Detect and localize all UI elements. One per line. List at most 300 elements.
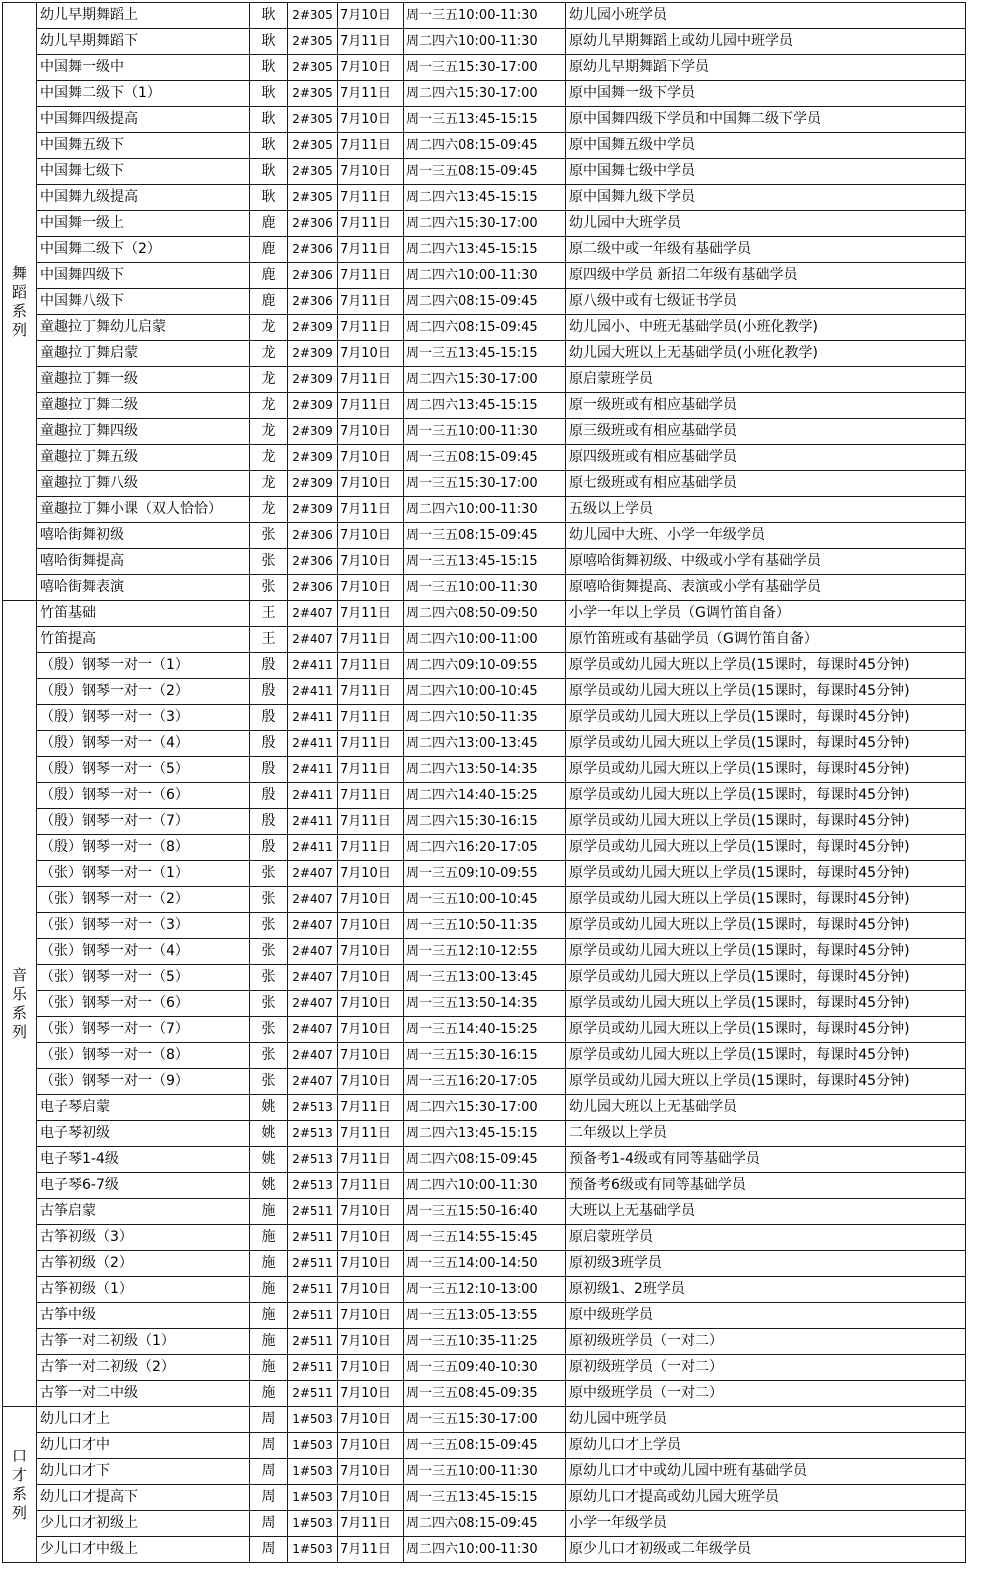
enrollment-requirement-cell: 幼儿园中班学员 [566, 1407, 966, 1433]
course-name-cell: 幼儿口才上 [37, 1407, 250, 1433]
teacher-cell: 鹿 [250, 237, 288, 263]
course-name-cell: 幼儿口才中 [37, 1433, 250, 1459]
start-date-cell: 7月11日 [338, 783, 404, 809]
course-name-cell: 童趣拉丁舞启蒙 [37, 341, 250, 367]
table-row [3, 913, 966, 939]
table-row [3, 1537, 966, 1563]
course-name-cell: （张）钢琴一对一（5） [37, 965, 250, 991]
course-name-cell: 少儿口才初级上 [37, 1511, 250, 1537]
teacher-cell: 张 [250, 575, 288, 601]
start-date-cell: 7月10日 [338, 445, 404, 471]
course-name-cell: 中国舞一级中 [37, 55, 250, 81]
start-date-cell: 7月10日 [338, 1433, 404, 1459]
classroom-cell: 2#513 [288, 1121, 338, 1147]
course-name-cell: 童趣拉丁舞一级 [37, 367, 250, 393]
class-time-cell: 周一三五08:15-09:45 [404, 445, 566, 471]
schedule-body [3, 3, 966, 1563]
enrollment-requirement-cell: 二年级以上学员 [566, 1121, 966, 1147]
course-name-cell: 中国舞五级下 [37, 133, 250, 159]
teacher-cell: 周 [250, 1537, 288, 1563]
start-date-cell: 7月11日 [338, 757, 404, 783]
start-date-cell: 7月10日 [338, 1225, 404, 1251]
teacher-cell: 鹿 [250, 211, 288, 237]
enrollment-requirement-cell: 原学员或幼儿园大班以上学员(15课时，每课时45分钟) [566, 965, 966, 991]
table-row [3, 1199, 966, 1225]
start-date-cell: 7月10日 [338, 159, 404, 185]
table-row [3, 445, 966, 471]
course-name-cell: 古筝初级（2） [37, 1251, 250, 1277]
course-name-cell: 古筝一对二中级 [37, 1381, 250, 1407]
teacher-cell: 殷 [250, 705, 288, 731]
course-name-cell: 中国舞一级上 [37, 211, 250, 237]
start-date-cell: 7月10日 [338, 1459, 404, 1485]
course-name-cell: （张）钢琴一对一（7） [37, 1017, 250, 1043]
enrollment-requirement-cell: 原中国舞一级下学员 [566, 81, 966, 107]
table-row [3, 1459, 966, 1485]
teacher-cell: 张 [250, 861, 288, 887]
class-time-cell: 周一三五10:00-10:45 [404, 887, 566, 913]
course-name-cell: （殷）钢琴一对一（3） [37, 705, 250, 731]
classroom-cell: 2#407 [288, 913, 338, 939]
table-row [3, 757, 966, 783]
teacher-cell: 王 [250, 601, 288, 627]
course-name-cell: 电子琴1-4级 [37, 1147, 250, 1173]
classroom-cell: 1#503 [288, 1407, 338, 1433]
enrollment-requirement-cell: 原中国舞四级下学员和中国舞二级下学员 [566, 107, 966, 133]
table-row [3, 731, 966, 757]
enrollment-requirement-cell: 原中国舞五级中学员 [566, 133, 966, 159]
class-time-cell: 周二四六15:30-17:00 [404, 81, 566, 107]
start-date-cell: 7月10日 [338, 3, 404, 29]
class-time-cell: 周一三五10:00-11:30 [404, 1459, 566, 1485]
teacher-cell: 张 [250, 913, 288, 939]
category-cell [3, 3, 37, 601]
teacher-cell: 龙 [250, 471, 288, 497]
table-row [3, 1407, 966, 1433]
table-row [3, 887, 966, 913]
start-date-cell: 7月10日 [338, 419, 404, 445]
start-date-cell: 7月11日 [338, 133, 404, 159]
start-date-cell: 7月10日 [338, 1069, 404, 1095]
table-row [3, 133, 966, 159]
class-time-cell: 周一三五13:05-13:55 [404, 1303, 566, 1329]
teacher-cell: 耿 [250, 3, 288, 29]
class-time-cell: 周二四六10:00-11:30 [404, 1173, 566, 1199]
teacher-cell: 殷 [250, 679, 288, 705]
classroom-cell: 1#503 [288, 1511, 338, 1537]
class-time-cell: 周一三五10:35-11:25 [404, 1329, 566, 1355]
start-date-cell: 7月10日 [338, 1199, 404, 1225]
enrollment-requirement-cell: 原七级班或有相应基础学员 [566, 471, 966, 497]
enrollment-requirement-cell: 原学员或幼儿园大班以上学员(15课时，每课时45分钟) [566, 991, 966, 1017]
table-row [3, 523, 966, 549]
course-name-cell: 幼儿口才下 [37, 1459, 250, 1485]
category-cell [3, 601, 37, 1407]
class-time-cell: 周二四六08:15-09:45 [404, 315, 566, 341]
teacher-cell: 殷 [250, 757, 288, 783]
start-date-cell: 7月11日 [338, 731, 404, 757]
class-time-cell: 周二四六10:50-11:35 [404, 705, 566, 731]
teacher-cell: 施 [250, 1329, 288, 1355]
classroom-cell: 1#503 [288, 1537, 338, 1563]
enrollment-requirement-cell: 原学员或幼儿园大班以上学员(15课时，每课时45分钟) [566, 1043, 966, 1069]
class-time-cell: 周二四六13:45-15:15 [404, 1121, 566, 1147]
teacher-cell: 周 [250, 1433, 288, 1459]
class-time-cell: 周二四六09:10-09:55 [404, 653, 566, 679]
course-name-cell: 童趣拉丁舞五级 [37, 445, 250, 471]
enrollment-requirement-cell: 原中级班学员（一对二） [566, 1381, 966, 1407]
class-time-cell: 周一三五13:00-13:45 [404, 965, 566, 991]
start-date-cell: 7月10日 [338, 913, 404, 939]
teacher-cell: 龙 [250, 341, 288, 367]
course-name-cell: 中国舞八级下 [37, 289, 250, 315]
enrollment-requirement-cell: 原启蒙班学员 [566, 1225, 966, 1251]
start-date-cell: 7月10日 [338, 965, 404, 991]
classroom-cell: 2#511 [288, 1329, 338, 1355]
course-name-cell: 中国舞九级提高 [37, 185, 250, 211]
class-time-cell: 周二四六10:00-11:30 [404, 1537, 566, 1563]
table-row [3, 549, 966, 575]
enrollment-requirement-cell: 原学员或幼儿园大班以上学员(15课时，每课时45分钟) [566, 783, 966, 809]
table-row [3, 1355, 966, 1381]
teacher-cell: 龙 [250, 315, 288, 341]
teacher-cell: 鹿 [250, 263, 288, 289]
classroom-cell: 2#407 [288, 861, 338, 887]
enrollment-requirement-cell: 原四级班或有相应基础学员 [566, 445, 966, 471]
course-name-cell: 古筝一对二初级（1） [37, 1329, 250, 1355]
classroom-cell: 2#309 [288, 445, 338, 471]
teacher-cell: 周 [250, 1407, 288, 1433]
enrollment-requirement-cell: 原学员或幼儿园大班以上学员(15课时，每课时45分钟) [566, 705, 966, 731]
teacher-cell: 耿 [250, 55, 288, 81]
start-date-cell: 7月11日 [338, 1173, 404, 1199]
table-row [3, 341, 966, 367]
class-time-cell: 周二四六16:20-17:05 [404, 835, 566, 861]
classroom-cell: 2#407 [288, 1043, 338, 1069]
enrollment-requirement-cell: 原学员或幼儿园大班以上学员(15课时，每课时45分钟) [566, 887, 966, 913]
class-time-cell: 周一三五13:45-15:15 [404, 341, 566, 367]
class-time-cell: 周二四六13:45-15:15 [404, 185, 566, 211]
course-name-cell: （殷）钢琴一对一（4） [37, 731, 250, 757]
course-name-cell: 电子琴启蒙 [37, 1095, 250, 1121]
classroom-cell: 2#511 [288, 1303, 338, 1329]
start-date-cell: 7月11日 [338, 1121, 404, 1147]
enrollment-requirement-cell: 幼儿园中大班、小学一年级学员 [566, 523, 966, 549]
course-name-cell: （张）钢琴一对一（2） [37, 887, 250, 913]
course-name-cell: 嘻哈街舞表演 [37, 575, 250, 601]
teacher-cell: 张 [250, 887, 288, 913]
table-row [3, 237, 966, 263]
teacher-cell: 姚 [250, 1095, 288, 1121]
enrollment-requirement-cell: 原中国舞七级中学员 [566, 159, 966, 185]
teacher-cell: 姚 [250, 1121, 288, 1147]
enrollment-requirement-cell: 原学员或幼儿园大班以上学员(15课时，每课时45分钟) [566, 1017, 966, 1043]
course-name-cell: 幼儿早期舞蹈下 [37, 29, 250, 55]
enrollment-requirement-cell: 预备考6级或有同等基础学员 [566, 1173, 966, 1199]
table-row [3, 107, 966, 133]
classroom-cell: 2#513 [288, 1173, 338, 1199]
class-time-cell: 周二四六10:00-11:30 [404, 29, 566, 55]
classroom-cell: 2#306 [288, 523, 338, 549]
class-time-cell: 周一三五14:40-15:25 [404, 1017, 566, 1043]
table-row [3, 861, 966, 887]
course-name-cell: （殷）钢琴一对一（8） [37, 835, 250, 861]
classroom-cell: 2#305 [288, 29, 338, 55]
classroom-cell: 2#305 [288, 133, 338, 159]
table-row [3, 289, 966, 315]
table-row [3, 835, 966, 861]
teacher-cell: 姚 [250, 1147, 288, 1173]
course-name-cell: 中国舞四级提高 [37, 107, 250, 133]
classroom-cell: 2#309 [288, 419, 338, 445]
table-row [3, 783, 966, 809]
classroom-cell: 2#411 [288, 809, 338, 835]
table-row [3, 1303, 966, 1329]
teacher-cell: 张 [250, 549, 288, 575]
start-date-cell: 7月11日 [338, 81, 404, 107]
teacher-cell: 耿 [250, 29, 288, 55]
teacher-cell: 施 [250, 1277, 288, 1303]
classroom-cell: 2#309 [288, 471, 338, 497]
teacher-cell: 张 [250, 991, 288, 1017]
start-date-cell: 7月11日 [338, 263, 404, 289]
start-date-cell: 7月11日 [338, 1095, 404, 1121]
classroom-cell: 2#411 [288, 835, 338, 861]
category-cell [3, 1407, 37, 1563]
start-date-cell: 7月11日 [338, 315, 404, 341]
table-row [3, 1329, 966, 1355]
enrollment-requirement-cell: 原幼儿口才中或幼儿园中班有基础学员 [566, 1459, 966, 1485]
teacher-cell: 龙 [250, 497, 288, 523]
classroom-cell: 2#305 [288, 185, 338, 211]
enrollment-requirement-cell: 幼儿园大班以上无基础学员 [566, 1095, 966, 1121]
enrollment-requirement-cell: 原学员或幼儿园大班以上学员(15课时，每课时45分钟) [566, 679, 966, 705]
class-time-cell: 周一三五08:15-09:45 [404, 159, 566, 185]
start-date-cell: 7月11日 [338, 1147, 404, 1173]
classroom-cell: 2#511 [288, 1251, 338, 1277]
start-date-cell: 7月10日 [338, 549, 404, 575]
table-row [3, 367, 966, 393]
start-date-cell: 7月10日 [338, 939, 404, 965]
course-name-cell: 嘻哈街舞初级 [37, 523, 250, 549]
table-row [3, 705, 966, 731]
enrollment-requirement-cell: 小学一年级学员 [566, 1511, 966, 1537]
table-row [3, 627, 966, 653]
teacher-cell: 张 [250, 965, 288, 991]
start-date-cell: 7月10日 [338, 1251, 404, 1277]
start-date-cell: 7月10日 [338, 341, 404, 367]
course-name-cell: 嘻哈街舞提高 [37, 549, 250, 575]
teacher-cell: 殷 [250, 653, 288, 679]
table-row [3, 991, 966, 1017]
course-name-cell: 竹笛基础 [37, 601, 250, 627]
classroom-cell: 2#411 [288, 757, 338, 783]
start-date-cell: 7月11日 [338, 29, 404, 55]
course-name-cell: （殷）钢琴一对一（6） [37, 783, 250, 809]
enrollment-requirement-cell: 原学员或幼儿园大班以上学员(15课时，每课时45分钟) [566, 913, 966, 939]
classroom-cell: 2#407 [288, 1017, 338, 1043]
start-date-cell: 7月10日 [338, 471, 404, 497]
class-time-cell: 周一三五10:50-11:35 [404, 913, 566, 939]
classroom-cell: 1#503 [288, 1433, 338, 1459]
start-date-cell: 7月11日 [338, 679, 404, 705]
start-date-cell: 7月10日 [338, 523, 404, 549]
classroom-cell: 2#511 [288, 1277, 338, 1303]
table-row [3, 1147, 966, 1173]
class-time-cell: 周二四六13:50-14:35 [404, 757, 566, 783]
classroom-cell: 2#411 [288, 653, 338, 679]
class-time-cell: 周二四六13:45-15:15 [404, 393, 566, 419]
class-time-cell: 周一三五13:45-15:15 [404, 549, 566, 575]
enrollment-requirement-cell: 原启蒙班学员 [566, 367, 966, 393]
start-date-cell: 7月11日 [338, 1537, 404, 1563]
class-time-cell: 周一三五12:10-12:55 [404, 939, 566, 965]
enrollment-requirement-cell: 原八级中或有七级证书学员 [566, 289, 966, 315]
enrollment-requirement-cell: 原中国舞九级下学员 [566, 185, 966, 211]
start-date-cell: 7月11日 [338, 237, 404, 263]
class-time-cell: 周二四六15:30-17:00 [404, 211, 566, 237]
class-time-cell: 周二四六08:50-09:50 [404, 601, 566, 627]
class-time-cell: 周一三五15:30-17:00 [404, 1407, 566, 1433]
teacher-cell: 施 [250, 1225, 288, 1251]
course-name-cell: 中国舞七级下 [37, 159, 250, 185]
table-row [3, 1121, 966, 1147]
teacher-cell: 姚 [250, 1173, 288, 1199]
course-name-cell: 少儿口才中级上 [37, 1537, 250, 1563]
enrollment-requirement-cell: 幼儿园大班以上无基础学员(小班化教学) [566, 341, 966, 367]
table-row [3, 159, 966, 185]
teacher-cell: 张 [250, 1017, 288, 1043]
enrollment-requirement-cell: 原学员或幼儿园大班以上学员(15课时，每课时45分钟) [566, 809, 966, 835]
teacher-cell: 耿 [250, 81, 288, 107]
class-time-cell: 周一三五13:45-15:15 [404, 1485, 566, 1511]
start-date-cell: 7月10日 [338, 1017, 404, 1043]
course-name-cell: 电子琴6-7级 [37, 1173, 250, 1199]
classroom-cell: 2#309 [288, 341, 338, 367]
enrollment-requirement-cell: 原少儿口才初级或二年级学员 [566, 1537, 966, 1563]
teacher-cell: 龙 [250, 393, 288, 419]
table-row [3, 679, 966, 705]
teacher-cell: 施 [250, 1251, 288, 1277]
enrollment-requirement-cell: 原一级班或有相应基础学员 [566, 393, 966, 419]
classroom-cell: 2#305 [288, 159, 338, 185]
start-date-cell: 7月11日 [338, 211, 404, 237]
enrollment-requirement-cell: 幼儿园中大班学员 [566, 211, 966, 237]
table-row [3, 1173, 966, 1199]
start-date-cell: 7月10日 [338, 1277, 404, 1303]
course-name-cell: （殷）钢琴一对一（2） [37, 679, 250, 705]
table-row [3, 55, 966, 81]
start-date-cell: 7月11日 [338, 185, 404, 211]
table-row [3, 393, 966, 419]
start-date-cell: 7月10日 [338, 861, 404, 887]
enrollment-requirement-cell: 原中级班学员 [566, 1303, 966, 1329]
teacher-cell: 耿 [250, 133, 288, 159]
classroom-cell: 2#309 [288, 497, 338, 523]
enrollment-requirement-cell: 原嘻哈街舞初级、中级或小学有基础学员 [566, 549, 966, 575]
table-row [3, 1069, 966, 1095]
enrollment-requirement-cell: 原幼儿口才上学员 [566, 1433, 966, 1459]
table-row [3, 1095, 966, 1121]
table-row [3, 809, 966, 835]
classroom-cell: 1#503 [288, 1459, 338, 1485]
course-name-cell: 幼儿口才提高下 [37, 1485, 250, 1511]
class-time-cell: 周一三五15:30-17:00 [404, 55, 566, 81]
classroom-cell: 2#411 [288, 679, 338, 705]
teacher-cell: 耿 [250, 107, 288, 133]
table-row [3, 3, 966, 29]
start-date-cell: 7月11日 [338, 1511, 404, 1537]
class-time-cell: 周一三五15:30-17:00 [404, 471, 566, 497]
table-row [3, 419, 966, 445]
course-name-cell: （张）钢琴一对一（9） [37, 1069, 250, 1095]
enrollment-requirement-cell: 原四级中学员 新招二年级有基础学员 [566, 263, 966, 289]
table-row [3, 1433, 966, 1459]
start-date-cell: 7月11日 [338, 289, 404, 315]
class-time-cell: 周二四六14:40-15:25 [404, 783, 566, 809]
class-time-cell: 周二四六15:30-16:15 [404, 809, 566, 835]
enrollment-requirement-cell: 原三级班或有相应基础学员 [566, 419, 966, 445]
classroom-cell: 2#309 [288, 367, 338, 393]
table-row [3, 1225, 966, 1251]
class-time-cell: 周二四六10:00-11:30 [404, 263, 566, 289]
course-name-cell: 童趣拉丁舞四级 [37, 419, 250, 445]
classroom-cell: 2#305 [288, 107, 338, 133]
course-name-cell: 中国舞二级下（2） [37, 237, 250, 263]
course-name-cell: 古筝初级（3） [37, 1225, 250, 1251]
course-name-cell: 童趣拉丁舞幼儿启蒙 [37, 315, 250, 341]
course-name-cell: 童趣拉丁舞小课（双人恰恰） [37, 497, 250, 523]
course-name-cell: （张）钢琴一对一（6） [37, 991, 250, 1017]
start-date-cell: 7月10日 [338, 575, 404, 601]
classroom-cell: 2#407 [288, 939, 338, 965]
enrollment-requirement-cell: 原初级1、2班学员 [566, 1277, 966, 1303]
classroom-cell: 2#407 [288, 1069, 338, 1095]
teacher-cell: 周 [250, 1485, 288, 1511]
table-row [3, 965, 966, 991]
classroom-cell: 2#306 [288, 263, 338, 289]
enrollment-requirement-cell: 大班以上无基础学员 [566, 1199, 966, 1225]
class-time-cell: 周一三五10:00-11:30 [404, 575, 566, 601]
teacher-cell: 龙 [250, 445, 288, 471]
classroom-cell: 2#306 [288, 575, 338, 601]
table-row [3, 1485, 966, 1511]
enrollment-requirement-cell: 五级以上学员 [566, 497, 966, 523]
classroom-cell: 2#511 [288, 1381, 338, 1407]
course-schedule-table [2, 2, 966, 1563]
teacher-cell: 张 [250, 1043, 288, 1069]
class-time-cell: 周一三五15:50-16:40 [404, 1199, 566, 1225]
teacher-cell: 殷 [250, 783, 288, 809]
teacher-cell: 殷 [250, 731, 288, 757]
class-time-cell: 周一三五08:15-09:45 [404, 523, 566, 549]
table-row [3, 653, 966, 679]
teacher-cell: 王 [250, 627, 288, 653]
enrollment-requirement-cell: 原初级班学员（一对二） [566, 1329, 966, 1355]
course-name-cell: 童趣拉丁舞二级 [37, 393, 250, 419]
enrollment-requirement-cell: 幼儿园小班学员 [566, 3, 966, 29]
classroom-cell: 2#411 [288, 731, 338, 757]
course-name-cell: （殷）钢琴一对一（7） [37, 809, 250, 835]
enrollment-requirement-cell: 原初级班学员（一对二） [566, 1355, 966, 1381]
table-row [3, 1511, 966, 1537]
class-time-cell: 周一三五16:20-17:05 [404, 1069, 566, 1095]
teacher-cell: 张 [250, 1069, 288, 1095]
table-row [3, 1277, 966, 1303]
teacher-cell: 周 [250, 1459, 288, 1485]
course-name-cell: （张）钢琴一对一（8） [37, 1043, 250, 1069]
course-name-cell: 竹笛提高 [37, 627, 250, 653]
